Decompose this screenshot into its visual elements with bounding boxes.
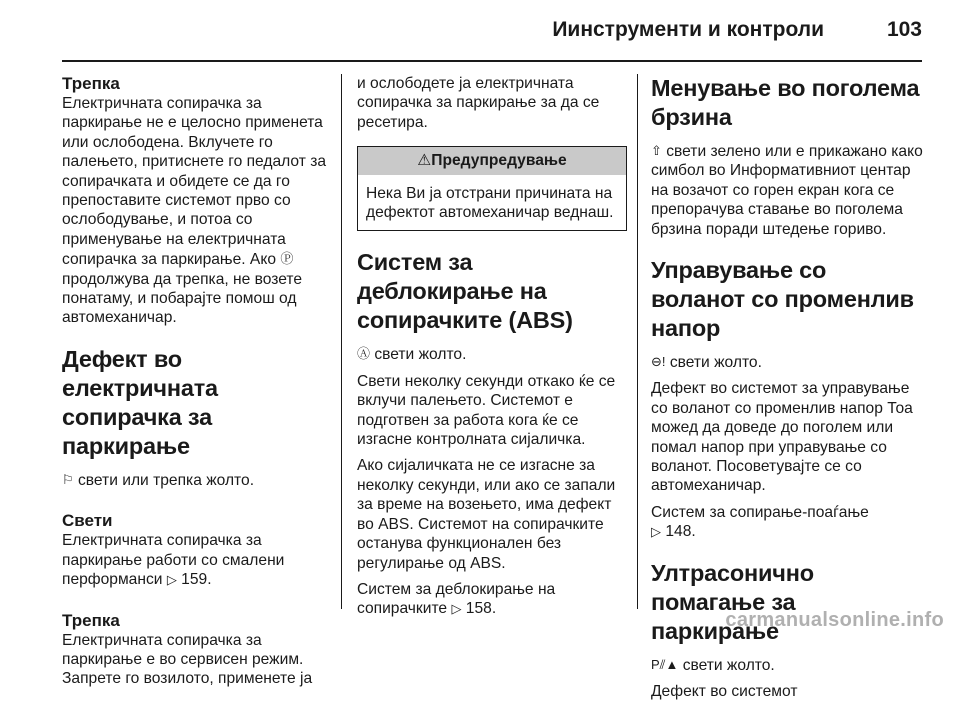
paragraph-text: свети зелено или е прикажано како симбол во Информативниот центар на возачот со горен екран кога се препорачува ставање во поголема брзина поради штедење гориво.: [651, 143, 923, 238]
paragraph-text: Систем за сопирање-поаѓање: [651, 503, 869, 521]
paragraph-parking-1: Дефект во системот: [651, 683, 798, 701]
paragraph-flashing: [62, 94, 334, 328]
paragraph-abs-1: Свети неколку секунди откако ќе се вклучи палењето. Системот е подготвен за работа кога ќе се изгасне контролната сијаличка.: [357, 372, 616, 449]
warning-box: [357, 146, 627, 231]
column-1: [62, 74, 334, 696]
warning-title: Предупредување: [431, 152, 567, 170]
paragraph-text: свети жолто.: [669, 354, 762, 372]
section-title-parking-assist: Ултрасонично помагање за паркирање: [651, 559, 814, 644]
warning-text: Нека Ви ја отстрани причината на дефектот автомеханичар веднаш.: [366, 184, 614, 222]
paragraph-lit: [62, 531, 334, 589]
page-reference-icon: ▷: [451, 601, 462, 617]
page-reference-icon: ▷: [166, 572, 177, 588]
section-title-upshift: Менување во поголема брзина: [651, 75, 920, 130]
paragraph-upshift: [651, 141, 923, 239]
page-reference: 148.: [665, 523, 696, 541]
column-divider-2: [637, 74, 638, 609]
header-title: Иинструменти и контроли: [552, 18, 824, 41]
watermark: carmanualsonline.info: [725, 609, 944, 631]
subheading-flashing-2: Трепка: [62, 610, 120, 630]
warning-header: [358, 147, 626, 174]
paragraph-text: продолжува да трепка, не возете понатаму, и побарајте помош од автомеханичар.: [62, 270, 303, 327]
paragraph-steering-1: Дефект во системот за управување со воланот со променлив напор Тоа можед да доведе до поголем или помал напор при управување со воланот. Посоветувајте се со автомеханичар.: [651, 380, 913, 495]
column-2: [357, 74, 627, 626]
upshift-icon: ⇧: [651, 143, 662, 158]
paragraph-text: Систем за деблокирање на сопирачките: [357, 580, 556, 618]
paragraph-continued: и ослободете ја електричната сопирачка за паркирање за да се ресетира.: [357, 75, 600, 131]
paragraph-text: свети или трепка жолто.: [78, 471, 255, 489]
abs-icon: Ⓐ: [357, 346, 371, 362]
page-header: [0, 0, 960, 62]
brake-fault-icon: ⚐: [62, 471, 74, 487]
header-rule: [62, 60, 922, 62]
paragraph-abs-indicator: [357, 344, 627, 364]
paragraph-text: свети жолто.: [374, 346, 467, 364]
paragraph-fault-indicator: [62, 470, 334, 490]
steering-fault-icon: ⊖!: [651, 354, 666, 370]
parking-assist-icon: P⫽▲: [651, 656, 679, 672]
parking-brake-icon: Ⓟ: [280, 251, 294, 267]
paragraph-flashing-2: Електричната сопирачка за паркирање е во сервисен режим. Запрете го возилото, применете ја: [62, 631, 313, 688]
page-number: 103: [886, 18, 922, 41]
paragraph-steering-indicator: [651, 352, 923, 372]
section-title-parking-brake-fault: Дефект во електричната сопирачка за паркирање: [62, 345, 218, 459]
subheading-flashing: Трепка: [62, 74, 120, 93]
section-title-variable-steering: Управување со воланот со променлив напор: [651, 257, 914, 342]
paragraph-abs-2: Ако сијаличката не се изгасне за неколку секунди, или ако се запали за време на возењето, има дефект во ABS. Системот на сопирачките останува функционален без регулирање од ABS.: [357, 457, 616, 572]
subheading-lit: Свети: [62, 511, 113, 531]
paragraph-steering-2: [651, 503, 923, 542]
column-divider-1: [341, 74, 342, 609]
paragraph-abs-3: [357, 580, 627, 619]
section-title-abs: Систем за деблокирање на сопирачките (ABS): [357, 249, 573, 334]
page-reference: 159.: [181, 571, 212, 589]
paragraph-text: свети жолто.: [682, 656, 775, 674]
warning-icon: ⚠: [417, 152, 432, 170]
paragraph-text: Електричната сопирачка за паркирање не е целосно применета или ослободена. Вклучете го палењето, притиснете го педалот за сопирачката и обидете се да го препоставите системот прво со ослободување, и потоа со применување на електричната сопирачка за паркирање. Ако: [62, 95, 327, 269]
paragraph-parking-indicator: [651, 655, 923, 675]
paragraph-text: Електричната сопирачка за паркирање работи со смалени перформанси: [62, 532, 285, 589]
page-reference-icon: ▷: [651, 524, 661, 540]
page-reference: 158.: [465, 600, 497, 618]
